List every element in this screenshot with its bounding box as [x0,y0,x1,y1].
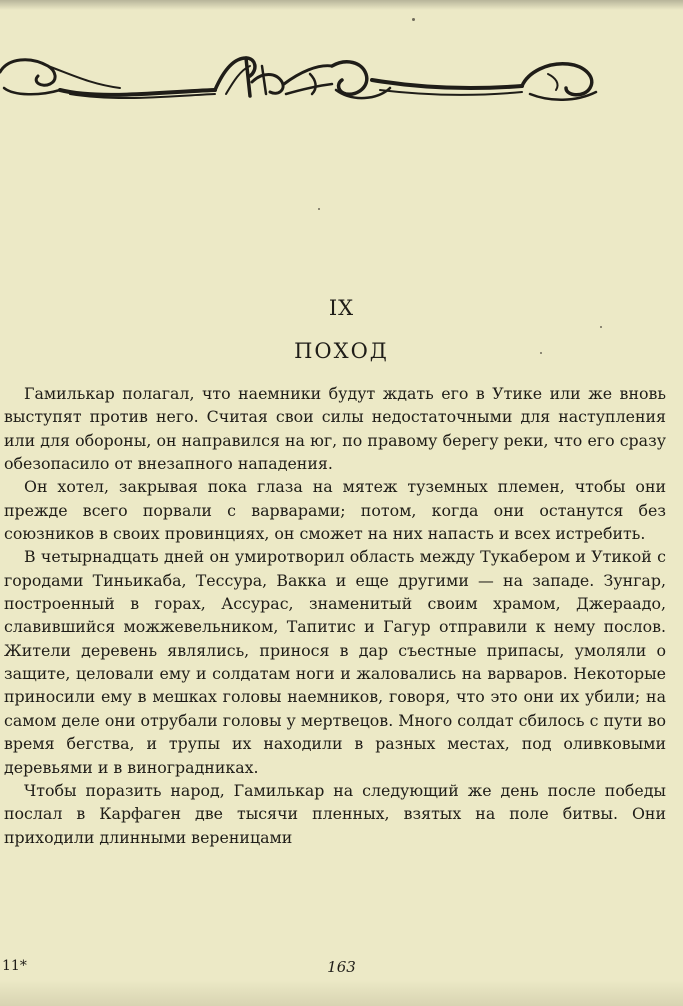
paragraph: Гамилькар полагал, что наемники будут ждать его в Утике или же вновь выступят против него. Считая свои силы недостаточными для наступления или для обороны, он направился на юг, по правому берегу реки, что его сразу обезопасило от внезапного нападения. [4,384,666,474]
page-top-shadow [0,0,683,10]
chapter-header-ornament [0,44,600,106]
chapter-number: IX [328,296,355,320]
printer-signature: 11* [2,958,27,974]
page-bottom-edge [0,980,683,1006]
paragraph: Он хотел, закрывая пока глаза на мятеж туземных племен, чтобы они прежде всего порвали с варварами; потом, когда они останутся без союзников в своих провинциях, он сможет на них напасть и всех истребить. [4,477,666,544]
paragraph: В четырнадцать дней он умиротворил область между Тукабером и Утикой с городами Тиньикаба, Тессура, Вакка и еще другими — на западе. Зунгар, построенный в горах, Ассурас, знаменитый своим храмом, Джераадо, славившийся можжевельником, Тапитис и Гагур отправили к нему послов. Жители деревень являлись, принося в дар съестные припасы, умоляли о защите, целовали ему и солдатам ноги и жаловались на варваров. Некоторые приносили ему в мешках головы наемников, говоря, что это они их убили; на самом деле они отрубали головы у мертвецов. Много солдат сбилось с пути во время бегства, и трупы их находили в разных местах, под оливковыми деревьями и в виноградниках. [4,547,666,777]
paragraph: Чтобы поразить народ, Гамилькар на следующий же день после победы послал в Карфаген две тысячи пленных, взятых на поле битвы. Они приходили длинными вереницами [4,780,666,847]
paper-speck [412,18,415,21]
page-number: 163 [327,958,356,976]
chapter-body [4,382,666,849]
chapter-title: ПОХОД [294,339,389,363]
paper-speck [600,326,602,328]
paper-speck [318,208,320,210]
